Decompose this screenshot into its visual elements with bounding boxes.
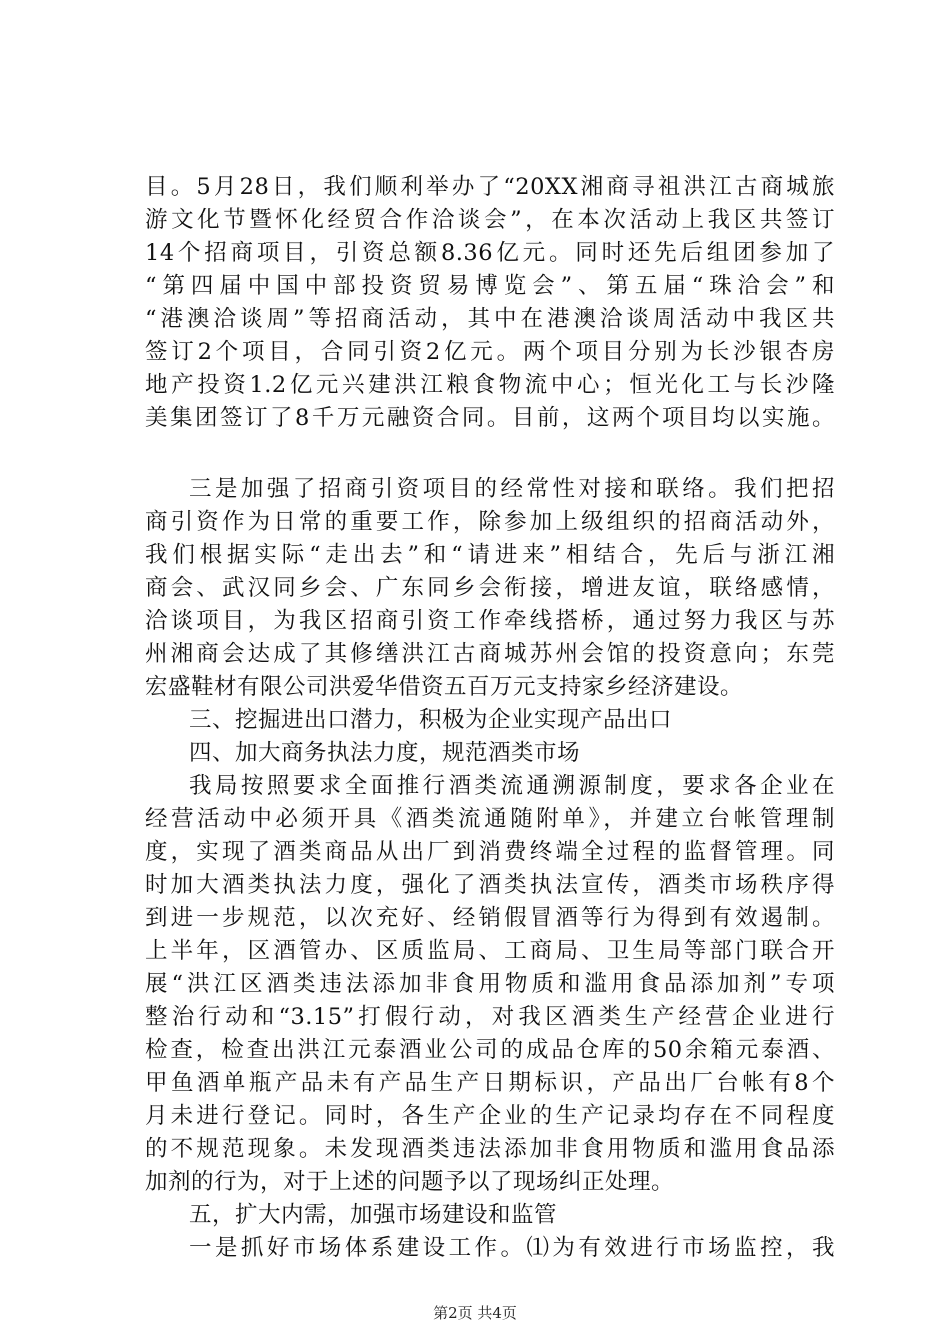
text-line: 商引资作为日常的重要工作，除参加上级组织的招商活动外， bbox=[145, 509, 835, 535]
paragraph-gap bbox=[145, 435, 835, 473]
text-line: 整治行动和“3.15”打假行动，对我区酒类生产经营企业进行 bbox=[145, 1004, 835, 1030]
text-line: 游文化节暨怀化经贸合作洽谈会”，在本次活动上我区共签订 bbox=[145, 207, 835, 233]
paragraph-start-line: 我局按照要求全面推行酒类流通溯源制度，要求各企业在 bbox=[189, 773, 835, 799]
section-heading: 五，扩大内需，加强市场建设和监管 bbox=[189, 1202, 558, 1228]
text-line: 洽谈项目，为我区招商引资工作牵线搭桥，通过努力我区与苏 bbox=[145, 608, 835, 634]
text-line: 的不规范现象。未发现酒类违法添加非食用物质和滥用食品添 bbox=[145, 1136, 835, 1162]
section-heading: 三、挖掘进出口潜力，积极为企业实现产品出口 bbox=[189, 707, 673, 733]
text-line: 地产投资1.2亿元兴建洪江粮食物流中心；恒光化工与长沙隆 bbox=[145, 372, 835, 398]
page-footer: 第2页 共4页 bbox=[433, 1304, 517, 1322]
text-line: 度，实现了酒类商品从出厂到消费终端全过程的监督管理。同 bbox=[145, 839, 835, 865]
text-line: 展“洪江区酒类违法添加非食用物质和滥用食品添加剂”专项 bbox=[145, 971, 835, 997]
document-body bbox=[145, 171, 835, 1265]
text-line: 上半年，区酒管办、区质监局、工商局、卫生局等部门联合开 bbox=[145, 938, 835, 964]
text-line: 经营活动中必须开具《酒类流通随附单》，并建立台帐管理制 bbox=[145, 806, 835, 832]
text-line: 签订2个项目，合同引资2亿元。两个项目分别为长沙银杏房 bbox=[145, 339, 835, 365]
text-line: 目。5月28日，我们顺利举办了“20XX湘商寻祖洪江古商城旅 bbox=[145, 174, 835, 200]
text-line: 月未进行登记。同时，各生产企业的生产记录均存在不同程度 bbox=[145, 1103, 835, 1129]
text-line: 商会、武汉同乡会、广东同乡会衔接，增进友谊，联络感情， bbox=[145, 575, 835, 601]
text-line: 州湘商会达成了其修缮洪江古商城苏州会馆的投资意向；东莞 bbox=[145, 641, 835, 667]
text-line: 加剂的行为，对于上述的问题予以了现场纠正处理。 bbox=[145, 1169, 675, 1195]
text-line: 时加大酒类执法力度，强化了酒类执法宣传，酒类市场秩序得 bbox=[145, 872, 835, 898]
text-line: 到进一步规范，以次充好、经销假冒酒等行为得到有效遏制。 bbox=[145, 905, 835, 931]
text-line: 甲鱼酒单瓶产品未有产品生产日期标识，产品出厂台帐有8个 bbox=[145, 1070, 835, 1096]
paragraph-start-line: 三是加强了招商引资项目的经常性对接和联络。我们把招 bbox=[189, 476, 835, 502]
text-line: 美集团签订了8千万元融资合同。目前，这两个项目均以实施。 bbox=[145, 405, 835, 431]
section-heading: 四、加大商务执法力度，规范酒类市场 bbox=[189, 740, 581, 766]
text-line: 14个招商项目，引资总额8.36亿元。同时还先后组团参加了 bbox=[145, 240, 835, 266]
paragraph-start-line: 一是抓好市场体系建设工作。⑴为有效进行市场监控，我 bbox=[189, 1235, 835, 1261]
text-line: 我们根据实际“走出去”和“请进来”相结合，先后与浙江湘 bbox=[145, 542, 835, 568]
text-line: “港澳洽谈周”等招商活动，其中在港澳洽谈周活动中我区共 bbox=[145, 306, 835, 332]
text-line: 检查，检查出洪江元泰酒业公司的成品仓库的50余箱元泰酒、 bbox=[145, 1037, 835, 1063]
text-line: 宏盛鞋材有限公司洪爱华借资五百万元支持家乡经济建设。 bbox=[145, 674, 744, 700]
text-line: “第四届中国中部投资贸易博览会”、第五届“珠洽会”和 bbox=[145, 273, 835, 299]
